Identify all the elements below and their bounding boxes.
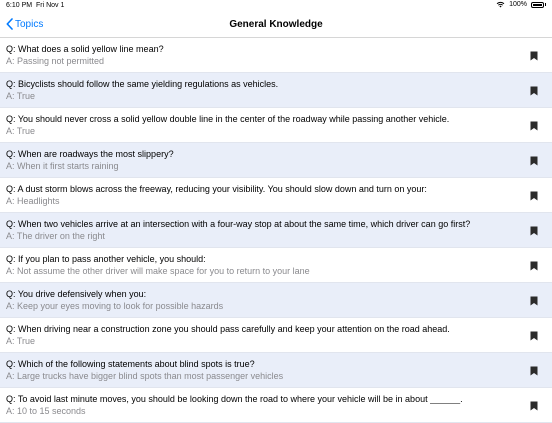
question-row[interactable]	[0, 388, 552, 423]
bookmark-icon[interactable]	[530, 121, 538, 131]
answer-text: A: True	[6, 126, 36, 136]
question-row[interactable]	[0, 318, 552, 353]
wifi-icon	[496, 1, 505, 8]
question-text: Q: You drive defensively when you:	[6, 289, 147, 299]
page-title: General Knowledge	[229, 19, 323, 30]
answer-text: A: Headlights	[6, 196, 60, 206]
bookmark-icon[interactable]	[530, 51, 538, 61]
answer-text: A: When it first starts raining	[6, 161, 119, 171]
status-indicators	[496, 1, 546, 8]
status-time	[6, 2, 64, 9]
question-row[interactable]	[0, 248, 552, 283]
bookmark-icon[interactable]	[530, 296, 538, 306]
answer-text: A: The driver on the right	[6, 231, 105, 241]
question-row[interactable]	[0, 73, 552, 108]
question-text: Q: Which of the following statements about blind spots is true?	[6, 359, 255, 369]
status-date-text: Fri Nov 1	[35, 2, 65, 9]
bookmark-icon[interactable]	[530, 86, 538, 96]
bookmark-icon[interactable]	[530, 261, 538, 271]
question-row[interactable]	[0, 353, 552, 388]
question-list	[0, 38, 552, 423]
bookmark-icon[interactable]	[530, 401, 538, 411]
question-text: Q: If you plan to pass another vehicle, you should:	[6, 254, 206, 264]
question-row[interactable]	[0, 108, 552, 143]
question-text: Q: What does a solid yellow line mean?	[6, 44, 164, 54]
question-row[interactable]	[0, 283, 552, 318]
answer-text: A: True	[6, 91, 36, 101]
question-row[interactable]	[0, 38, 552, 73]
question-row[interactable]	[0, 178, 552, 213]
status-bar	[0, 0, 552, 12]
battery-icon	[531, 2, 544, 8]
back-button-label: Topics	[15, 18, 44, 30]
answer-text: A: Passing not permitted	[6, 56, 105, 66]
bookmark-icon[interactable]	[530, 366, 538, 376]
navigation-bar	[0, 12, 552, 38]
bookmark-icon[interactable]	[530, 226, 538, 236]
question-text: Q: You should never cross a solid yellow double line in the center of the roadway while passing another vehicle.	[6, 114, 450, 124]
bookmark-icon[interactable]	[530, 191, 538, 201]
bookmark-icon[interactable]	[530, 156, 538, 166]
question-text: Q: When two vehicles arrive at an intersection with a four-way stop at about the same time, which driver can go first?	[6, 219, 471, 229]
answer-text: A: Large trucks have bigger blind spots than most passenger vehicles	[6, 371, 284, 381]
answer-text: A: True	[6, 336, 36, 346]
answer-text: A: Not assume the other driver will make space for you to return to your lane	[6, 266, 310, 276]
question-text: Q: Bicyclists should follow the same yielding regulations as vehicles.	[6, 79, 279, 89]
question-text: Q: When driving near a construction zone you should pass carefully and keep your attention on the road ahead.	[6, 324, 450, 334]
question-text: Q: When are roadways the most slippery?	[6, 149, 174, 159]
question-text: Q: To avoid last minute moves, you should be looking down the road to where your vehicle will be in about ______.	[6, 394, 463, 404]
battery-percent: 100%	[509, 1, 527, 8]
bookmark-icon[interactable]	[530, 331, 538, 341]
answer-text: A: Keep your eyes moving to look for possible hazards	[6, 301, 224, 311]
answer-text: A: 10 to 15 seconds	[6, 406, 86, 416]
question-row[interactable]	[0, 213, 552, 248]
question-row[interactable]	[0, 143, 552, 178]
question-text: Q: A dust storm blows across the freeway, reducing your visibility. You should slow down and turn on your:	[6, 184, 427, 194]
battery-tip	[545, 3, 546, 6]
status-time-text: 6:10 PM	[6, 2, 33, 9]
